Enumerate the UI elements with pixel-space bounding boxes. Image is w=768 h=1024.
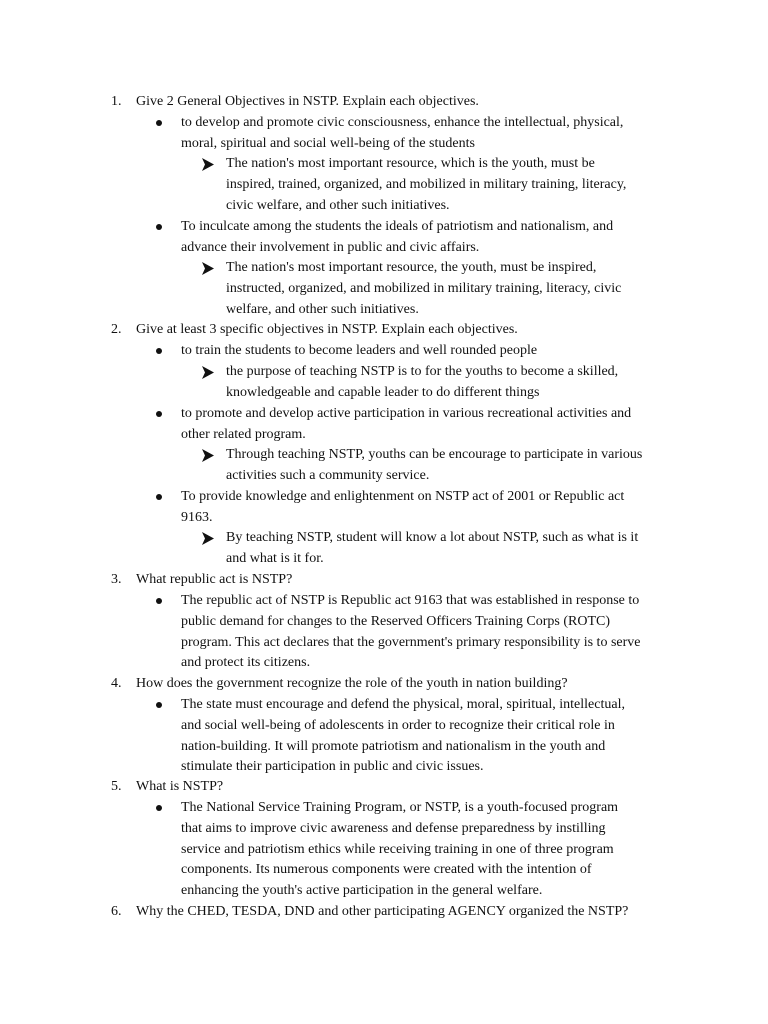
answer-bullet	[156, 591, 686, 674]
text-line: By teaching NSTP, student will know a lot about NSTP, such as what is it	[226, 530, 639, 545]
answer-bullet	[156, 404, 686, 446]
text-line: moral, spiritual and social well-being of the students	[181, 135, 475, 151]
text-line: welfare, and other such initiatives.	[226, 301, 419, 317]
bullet-icon	[156, 494, 162, 500]
question-number: 2.	[111, 322, 122, 337]
explanation-item	[202, 258, 682, 320]
text-line: To inculcate among the students the ideals of patriotism and nationalism, and	[181, 219, 614, 234]
text-line: instructed, organized, and mobilized in military training, literacy, civic	[226, 280, 622, 296]
question-number: 3.	[111, 572, 122, 587]
bullet-icon	[156, 120, 162, 126]
arrow-bullet-icon	[202, 262, 214, 275]
bullet-icon	[156, 702, 162, 708]
question-number: 5.	[111, 779, 122, 794]
question-text: What is NSTP?	[136, 779, 224, 794]
text-line: Through teaching NSTP, youths can be encourage to participate in various	[226, 447, 643, 462]
arrow-bullet-icon	[202, 366, 214, 379]
answer-bullet	[156, 217, 686, 259]
text-line: The National Service Training Program, or NSTP, is a youth-focused program	[181, 800, 619, 815]
text-line: and protect its citizens.	[181, 655, 311, 671]
explanation-item	[202, 445, 682, 487]
explanation-item	[202, 528, 682, 570]
bullet-icon	[156, 224, 162, 230]
question-number: 1.	[111, 94, 122, 109]
text-line: activities such a community service.	[226, 467, 430, 483]
explanation-item	[202, 362, 682, 404]
answer-bullet	[156, 341, 686, 362]
question-number: 4.	[111, 676, 122, 691]
text-line: 9163.	[181, 509, 213, 525]
text-line: and social well-being of adolescents in order to recognize their critical role in	[181, 717, 615, 733]
bullet-icon	[156, 348, 162, 354]
answer-bullet	[156, 798, 686, 902]
text-line: nation-building. It will promote patriotism and nationalism in the youth and	[181, 738, 606, 754]
arrow-bullet-icon	[202, 532, 214, 545]
text-line: The nation's most important resource, which is the youth, must be	[226, 156, 595, 171]
explanation-item	[202, 154, 682, 216]
answer-bullet	[156, 695, 686, 778]
bullet-icon	[156, 805, 162, 811]
text-line: program. This act declares that the government's primary responsibility is to serve	[181, 634, 641, 650]
text-line: knowledgeable and capable leader to do different things	[226, 384, 540, 400]
text-line: The state must encourage and defend the physical, moral, spiritual, intellectual,	[181, 697, 625, 712]
text-line: that aims to improve civic awareness and defense preparedness by instilling	[181, 820, 606, 836]
text-line: enhancing the youth's active participation in the general welfare.	[181, 883, 543, 899]
arrow-bullet-icon	[202, 449, 214, 462]
answer-bullet	[156, 487, 686, 529]
bullet-icon	[156, 411, 162, 417]
text-line: to train the students to become leaders and well rounded people	[181, 343, 538, 358]
text-line: and what is it for.	[226, 550, 324, 566]
text-line: components. Its numerous components were created with the intention of	[181, 862, 592, 878]
text-line: other related program.	[181, 426, 306, 442]
answer-bullet	[156, 113, 686, 155]
question-number: 6.	[111, 904, 122, 919]
text-line: civic welfare, and other such initiatives.	[226, 197, 450, 213]
text-line: The nation's most important resource, the youth, must be inspired,	[226, 260, 597, 275]
text-line: inspired, trained, organized, and mobilized in military training, literacy,	[226, 176, 627, 192]
text-line: stimulate their participation in public and civic issues.	[181, 759, 484, 775]
arrow-bullet-icon	[202, 158, 214, 171]
text-line: service and patriotism ethics while receiving training in one of three program	[181, 841, 614, 857]
text-line: the purpose of teaching NSTP is to for the youths to become a skilled,	[226, 364, 619, 379]
text-line: public demand for changes to the Reserved Officers Training Corps (ROTC)	[181, 613, 610, 629]
bullet-icon	[156, 598, 162, 604]
question-text: How does the government recognize the role of the youth in nation building?	[136, 676, 568, 691]
text-line: To provide knowledge and enlightenment on NSTP act of 2001 or Republic act	[181, 489, 625, 504]
text-line: to develop and promote civic consciousness, enhance the intellectual, physical,	[181, 115, 624, 130]
text-line: advance their involvement in public and civic affairs.	[181, 239, 480, 255]
text-line: to promote and develop active participation in various recreational activities and	[181, 406, 632, 421]
question-text: Give at least 3 specific objectives in NSTP. Explain each objectives.	[136, 322, 518, 337]
text-line: The republic act of NSTP is Republic act 9163 that was established in response to	[181, 593, 640, 608]
question-text: What republic act is NSTP?	[136, 572, 293, 587]
question-text: Give 2 General Objectives in NSTP. Explain each objectives.	[136, 94, 479, 109]
question-text: Why the CHED, TESDA, DND and other participating AGENCY organized the NSTP?	[136, 904, 629, 919]
